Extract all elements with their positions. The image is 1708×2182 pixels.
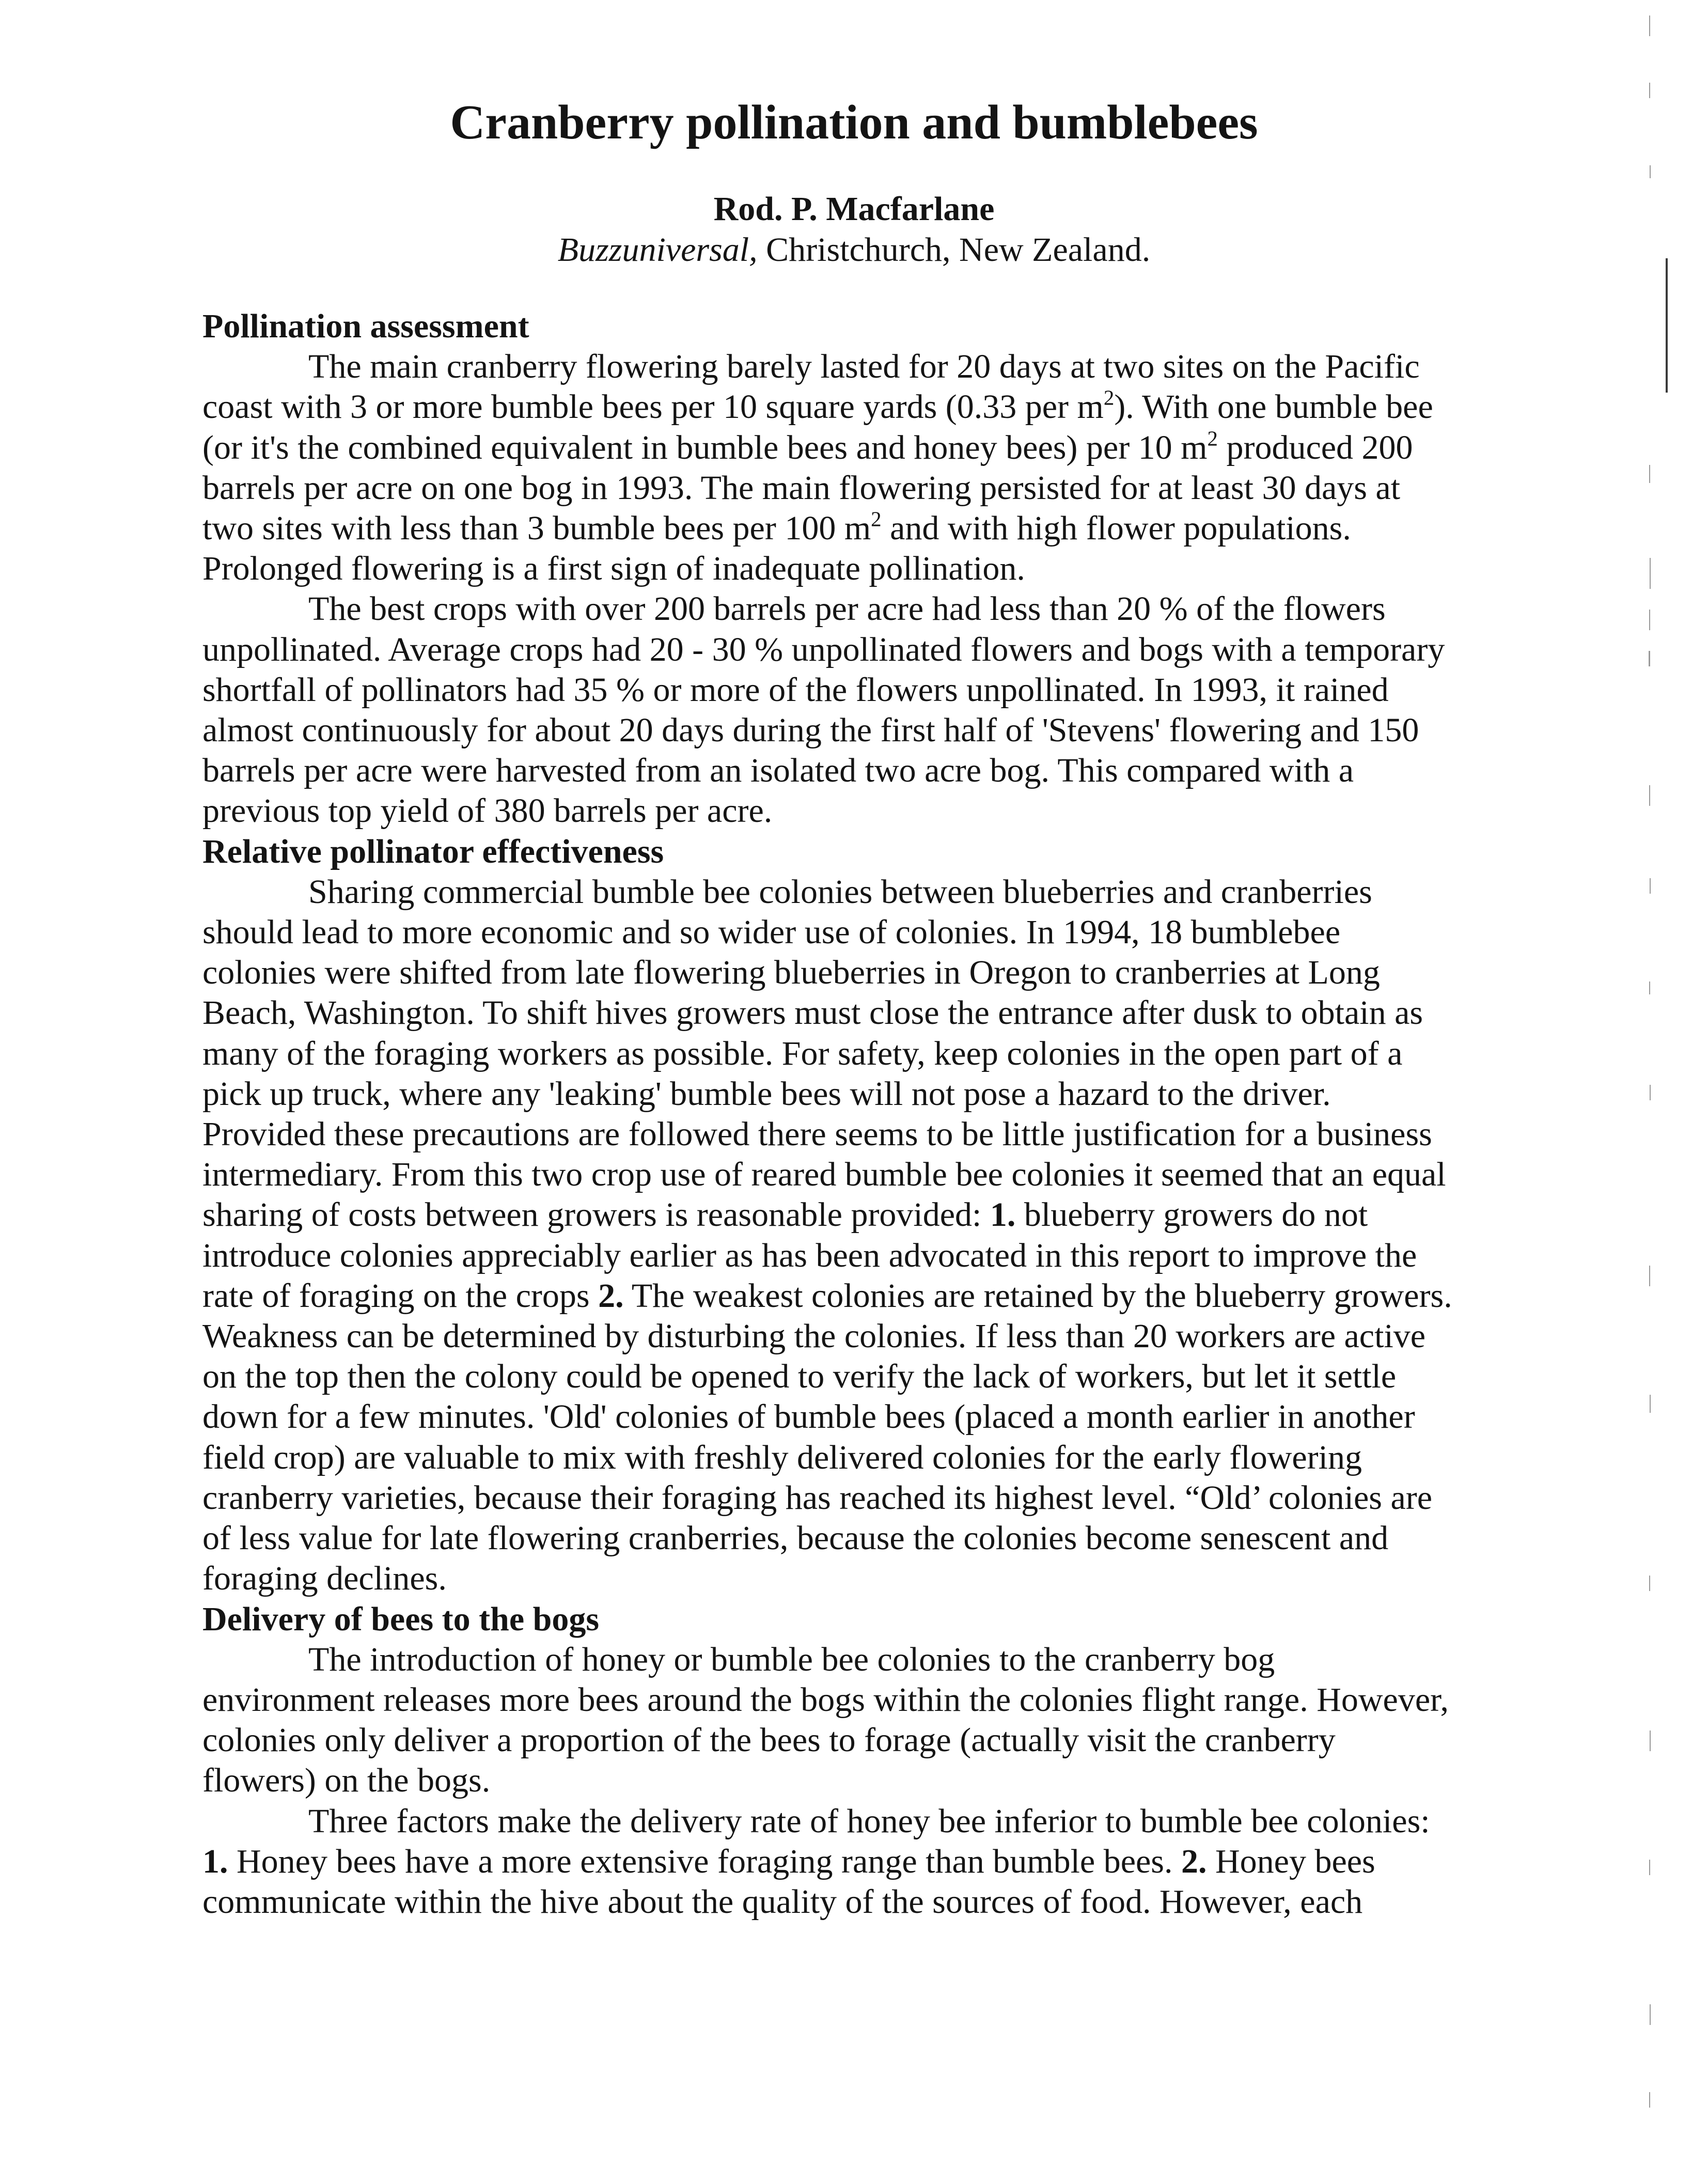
- list-number: 1.: [202, 1842, 228, 1880]
- paragraph-delivery-2: [202, 1801, 1452, 1923]
- text-run: Honey bees have a more extensive foraging range than bumble bees.: [228, 1842, 1181, 1880]
- paragraph-delivery-1: The introduction of honey or bumble bee colonies to the cranberry bog environment releases more bees around the bogs within the colonies flight range. However, colonies only deliver a proportion of the bees to forage (actually visit the cranberry flowers) on the bogs.: [202, 1640, 1449, 1800]
- text-run: Sharing commercial bumble bee colonies between blueberries and cranberries should lead to more economic and so wider use of colonies. In 1994, 18 bumblebee colonies were shifted from late flowering blueberries in Oregon to cranberries at Long Beach, Washington. To shift hives growers must close the entrance after dusk to obtain as many of the foraging workers as possible. For safety, keep colonies in the open part of a pick up truck, where any 'leaking' bumble bees will not pose a hazard to the driver. Provided these precautions are followed there seems to be little justification for a business intermediary. From this two crop use of reared bumble bee colonies it seemed that an equal sharing of costs between growers is reasonable provided:: [202, 872, 1446, 1234]
- section-heading-pollination-assessment: Pollination assessment: [202, 307, 529, 345]
- list-number: 2.: [1181, 1842, 1207, 1880]
- affiliation-org: Buzzuniversal,: [557, 231, 758, 269]
- section-heading-delivery-of-bees: Delivery of bees to the bogs: [202, 1600, 600, 1638]
- section-heading-relative-pollinator-effectiveness: Relative pollinator effectiveness: [202, 832, 664, 870]
- text-run: and with high flower populations. Prolonged flowering is a first sign of inadequate pollination.: [202, 509, 1351, 588]
- text-run: produced 200 barrels per acre on one bog in 1993. The main flowering persisted for at least 30 days at two sites with less than 3 bumble bees per 100 m: [202, 428, 1413, 548]
- superscript-2: 2: [1103, 386, 1115, 410]
- scan-edge-artifact: [1647, 0, 1653, 2182]
- author-name: Rod. P. Macfarlane: [713, 190, 995, 228]
- text-run: blueberry growers do not introduce colonies appreciably earlier as has been advocated in this report to improve the rate of foraging on the crops: [202, 1196, 1417, 1315]
- paper-title: Cranberry pollination and bumblebees: [450, 96, 1258, 149]
- paragraph-pollination-1: [202, 347, 1452, 589]
- body-text: [202, 306, 1452, 1922]
- author-affiliation: [0, 230, 1708, 270]
- text-run: The main cranberry flowering barely lasted for 20 days at two sites on the Pacific coast with 3 or more bumble bees per 10 square yards (0.33 per m: [202, 348, 1420, 426]
- scan-margin-mark: [1666, 258, 1668, 393]
- paragraph-effectiveness-1: [202, 872, 1452, 1599]
- superscript-2: 2: [871, 507, 882, 531]
- text-run: Three factors make the delivery rate of honey bee inferior to bumble bee colonies:: [308, 1802, 1430, 1840]
- superscript-2: 2: [1207, 427, 1218, 450]
- text-run: ). With one bumble bee (or it's the combined equivalent in bumble bees and honey bees) per 10 m: [202, 388, 1433, 466]
- text-run: Honey bees communicate within the hive about the quality of the sources of food. However, each: [202, 1842, 1375, 1921]
- text-run: The weakest colonies are retained by the blueberry growers. Weakness can be determined by disturbing the colonies. If less than 20 workers are active on the top then the colony could be opened to verify the lack of workers, but let it settle down for a few minutes. 'Old' colonies of bumble bees (placed a month earlier in another field crop) are valuable to mix with freshly delivered colonies for the early flowering cranberry varieties, because their foraging has reached its highest level. “Old’ colonies are of less value for late flowering cranberries, because the colonies become senescent and foraging declines.: [202, 1276, 1452, 1598]
- paragraph-pollination-2: The best crops with over 200 barrels per acre had less than 20 % of the flowers unpollinated. Average crops had 20 - 30 % unpollinated flowers and bogs with a temporary shortfall of pollinators had 35 % or more of the flowers unpollinated. In 1993, it rained almost continuously for about 20 days during the first half of 'Stevens' flowering and 150 barrels per acre were harvested from an isolated two acre bog. This compared with a previous top yield of 380 barrels per acre.: [202, 590, 1445, 830]
- list-number: 2.: [598, 1276, 624, 1315]
- affiliation-place: Christchurch, New Zealand.: [757, 231, 1151, 269]
- list-number: 1.: [990, 1196, 1016, 1234]
